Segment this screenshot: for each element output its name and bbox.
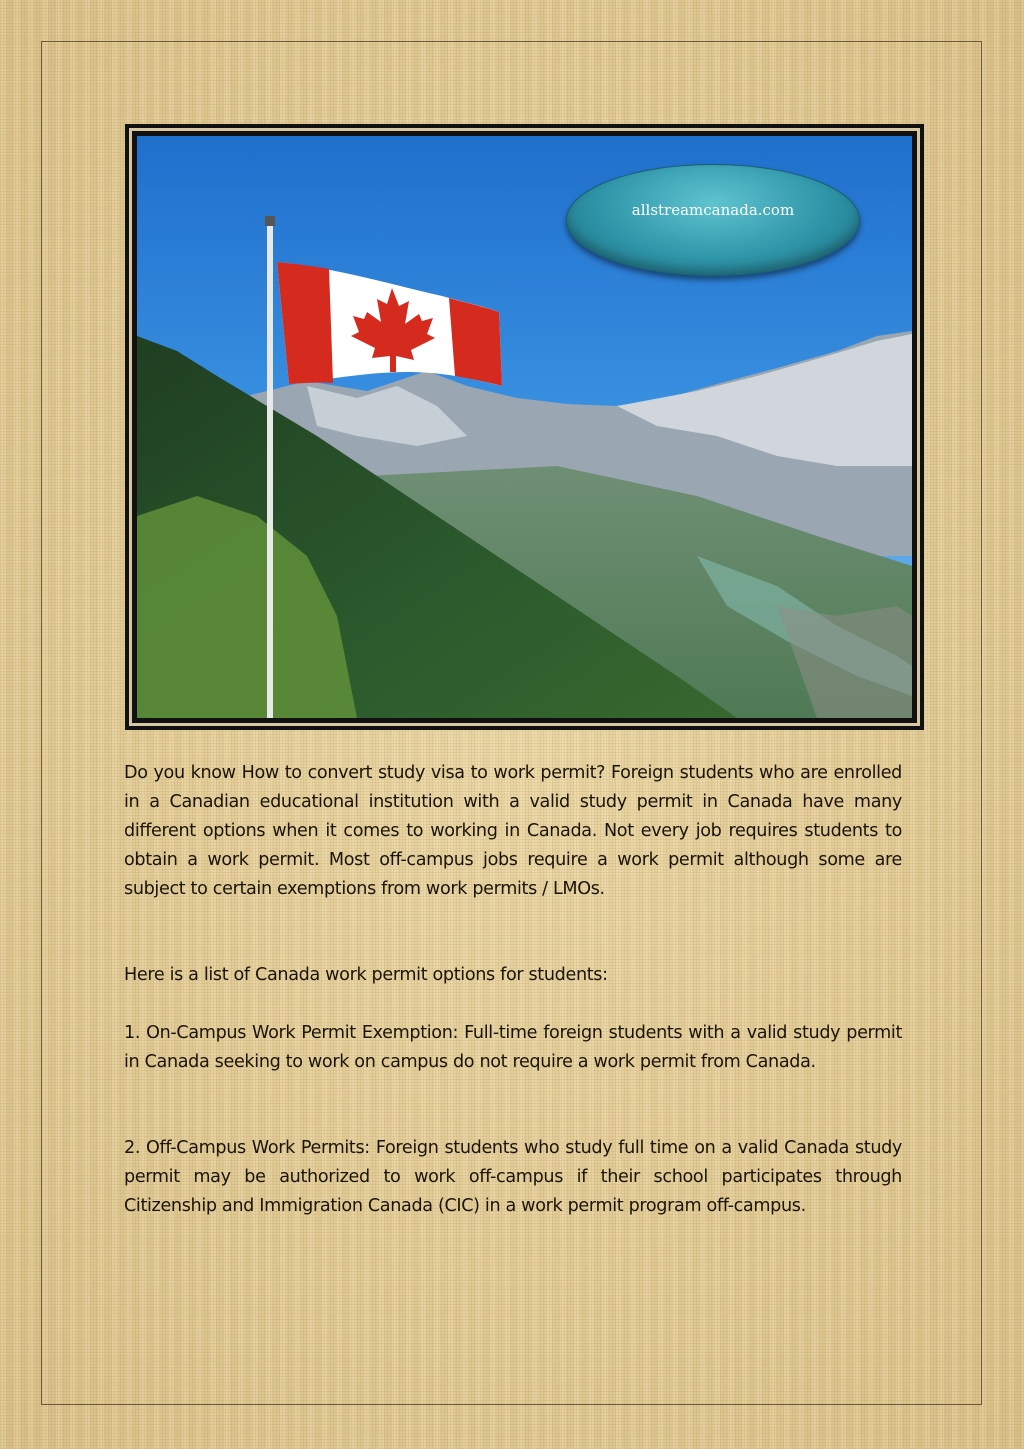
list-item: 1. On-Campus Work Permit Exemption: Full-time foreign students with a valid study permit in Canada seeking to work on campus do not require a work permit from Canada. [124, 1023, 902, 1072]
site-badge [566, 164, 860, 276]
site-badge-text: allstreamcanada.com [631, 201, 795, 219]
list-heading: Here is a list of Canada work permit options for students: [124, 965, 608, 985]
list-item: 2. Off-Campus Work Permits: Foreign students who study full time on a valid Canada study permit may be authorized to work off-campus if their school participates through Citizenship and Immigration Canada (CIC) in a work permit program off-campus. [124, 1138, 902, 1216]
intro-paragraph: Do you know How to convert study visa to work permit? Foreign students who are enrolled in a Canadian educational institution with a valid study permit in Canada have many different options when it comes to working in Canada. Not every job requires students to obtain a work permit. Most off-campus jobs require a work permit although some are subject to certain exemptions from work permits / LMOs. [124, 763, 902, 899]
